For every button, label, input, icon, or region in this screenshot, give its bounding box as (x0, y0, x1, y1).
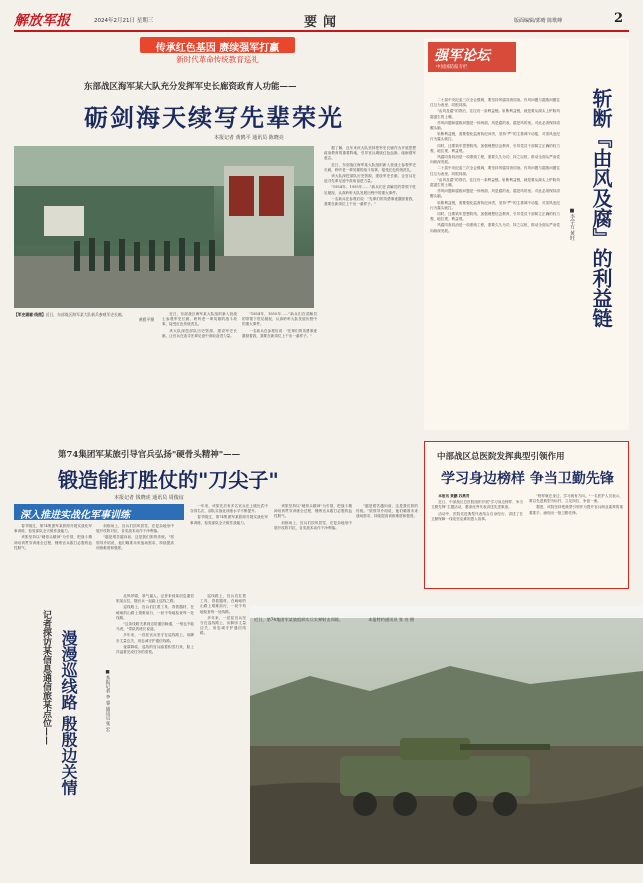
boxed-para: "榜样就在身边，学习就有方向。"一名医护人员表示，要以先进典型为标杆，立足岗位、争创一流。 (529, 494, 623, 504)
article-2-kicker: 第74集团军某旅引导官兵弘扬"硬骨头精神"—— (58, 450, 241, 460)
article-3-para: "这条线路关系到边防通信畅通，一刻也不能马虎。"带队的班长说道。 (116, 622, 194, 632)
article-3-byline: ■本报记者 李 睿 通讯员 张 宏 (105, 670, 110, 732)
article-2-para: "越是艰苦越向前，这是我们旅的传统。"旅领导介绍说，他们瞄准未来战场需求，持续提高训练难度和强度。 (356, 504, 418, 519)
article-1-para: "1954年、1955年……"新兵们在讲解员的带领下驻足凝视，认真聆听大队发展历程中的重大事件。 (324, 185, 416, 195)
sidebar-para: 同时，还要筑牢思想防线，加强理想信念教育，引导党员干部树立正确的权力观、地位观、利益观。 (430, 143, 560, 153)
boxed-para: 近日，中部战区总医院组织开展"学习身边榜样、争当卫勤先锋"主题活动，邀请优秀代表讲述先进事迹。 (431, 500, 523, 510)
sidebar-para: "由风及腐"的背后，往往有一条利益链。斩断利益链，就是要从源头上铲除风腐滋生的土壤。 (430, 177, 560, 188)
sidebar-title: 斩断『由风及腐』的利益链 (589, 88, 613, 328)
boxed-headline: 学习身边榜样 争当卫勤先锋 (441, 471, 614, 487)
banner-line2: 新时代革命传统教育巡礼 (176, 55, 259, 64)
article-2-body-e (356, 504, 418, 588)
sidebar-para: 风腐同查同治是一项系统工程，需要久久为功、持之以恒，推动全面从严治党向纵深发展。 (430, 155, 560, 165)
article-2-photo-caption: 近日，第74集团军某旅组织实兵实弹射击训练。 (254, 617, 344, 622)
photo-caption-bar (250, 606, 643, 622)
article-1-body-a (162, 312, 237, 432)
article-2-para: 一年来，该旅先后有多名官兵在上级比武中夺得名次，部队实战化训练水平不断提升。 (190, 504, 268, 514)
article-1-headline: 砺剑海天续写先辈荣光 (84, 103, 344, 132)
museum-photo-graphic (14, 146, 314, 308)
article-1-photo (14, 146, 314, 308)
article-3-para: 多年来，一茬茬官兵坚守在巡线路上，用脚步丈量边关，用忠诚守护通信线路。 (116, 633, 194, 643)
sidebar-para: 斩断利益链，需要强化监督执纪问责，坚持"严"的主基调不动摇，对顶风违纪行为露头就打。 (430, 132, 560, 142)
article-2-para: 该旅坚持以"硬骨头精神"为引领，把战斗精神培育贯穿训练全过程，锤炼官兵敢打必胜的血性胆气。 (274, 504, 352, 519)
boxed-article (424, 441, 629, 589)
boxed-para: 据悉，该院坚持把典型引领作为提升官兵职业素养的重要抓手，涌现出一批卫勤先锋。 (529, 505, 623, 515)
article-1-body-b (242, 312, 317, 432)
sidebar-column (424, 38, 629, 430)
article-2-para: 春节刚过，第74集团军某旅即开展实战化军事训练，检验部队全天候作战能力。 (14, 524, 92, 534)
article-2-body-b (96, 524, 174, 588)
article-1-kicker: 东部战区海军某大队充分发挥军史长廊资政育人功能—— (84, 82, 297, 92)
article-2-para: 训练场上，官兵们顶风冒雪，在复杂地形中展开攻防对抗，各类战术动作干净利落。 (274, 520, 352, 530)
article-2-photo-credit: 本报特约通讯员 张 亮 摄 (368, 617, 415, 622)
article-3-para: 巡线路上，官兵们扛着工具、背着器材，在崎岖的山路上艰难前行，一丝不苟地检查每一处线路。 (116, 605, 194, 620)
sidebar-body (430, 98, 560, 418)
article-3-para: 巡线路上，官兵们扛着工具、背着器材，在崎岖的山路上艰难前行，一丝不苟地检查每一处线路。 (200, 594, 246, 614)
article-3-body-b (200, 594, 246, 864)
boxed-byline: 本报讯 黄鹏 苏燕青 (438, 494, 470, 498)
caption-text: 近日，东部战区海军某大队新兵参观军史长廊。 (45, 312, 126, 317)
article-1 (14, 48, 419, 438)
boxed-body-b (529, 494, 623, 586)
article-3 (14, 592, 629, 877)
article-3-vertical-kicker: 记者探访某信息通信旅某点位—— (41, 610, 51, 745)
armored-vehicle-photo-graphic (250, 606, 643, 864)
article-2-byline: 本报记者 钱晓虎 通讯员 周俊谊 (114, 495, 184, 501)
article-1-para: 该大队深挖部队历史资源，建设军史长廊，让官兵在追寻先辈足迹中汲取奋进力量。 (324, 174, 416, 184)
article-1-para: 近日，东部战区海军某大队组织新入营战士参观军史长廊，聆听老一辈英雄的战斗故事，接受红色传统洗礼。 (324, 162, 416, 172)
article-2-body-c (190, 504, 268, 588)
article-1-body-c (324, 146, 416, 436)
article-1-caption (14, 312, 154, 372)
article-1-para: 据了解，近年来该大队坚持把军史长廊作为开展思想政治教育的重要阵地，引导官兵赓续红色血脉、砥砺强军意志。 (324, 146, 416, 161)
article-1-para: 一名新兵在参观后说："先辈们的英勇事迹激励着我，我要在新岗位上干出一番样子。" (242, 328, 317, 338)
boxed-body-a (431, 494, 523, 586)
article-1-para: 该大队深挖部队历史资源，建设军史长廊，让官兵在追寻先辈足迹中汲取奋进力量。 (162, 328, 237, 338)
sidebar-para: 二十届中央纪委三次全会强调，要坚持风腐同查同治。作风问题与腐败问题往往互为表里、同根同源。 (430, 166, 560, 176)
article-3-para: 北风呼啸，寒气逼人。记者来到某信息通信旅某点位，随官兵一起踏上巡线之路。 (116, 594, 194, 604)
article-2-photo (250, 606, 643, 864)
sidebar-column-name: 强军论坛 (434, 48, 490, 64)
masthead-rule (14, 30, 629, 32)
tag-banner-text: 深入推进实战化军事训练 (20, 510, 130, 521)
article-1-para: 一名新兵在参观后说："先辈们的英勇事迹激励着我，我要在新岗位上干出一番样子。" (324, 196, 416, 207)
boxed-kicker: 中部战区总医院发挥典型引领作用 (437, 452, 565, 462)
article-2-headline: 锻造能打胜仗的"刀尖子" (58, 468, 279, 492)
article-2-para: 训练场上，官兵们顶风冒雪，在复杂地形中展开攻防对抗，各类战术动作干净利落。 (96, 524, 174, 534)
sidebar-para: 作风问题和腐败问题是一体两面，风是腐的表，腐是风的里。对此必须保持清醒头脑。 (430, 120, 560, 131)
photo-credit: 黄鸥平摄 (138, 317, 154, 323)
banner-line1: 传承红色基因 赓续强军打赢 (155, 43, 280, 54)
article-2-body-d (274, 504, 352, 588)
sidebar-para: 斩断利益链，需要强化监督执纪问责，坚持"严"的主基调不动摇，对顶风违纪行为露头就打。 (430, 200, 560, 210)
article-2-body-a (14, 524, 92, 588)
section-title: 要闻 (304, 15, 343, 30)
sidebar-para: 作风问题和腐败问题是一体两面，风是腐的表，腐是风的里。对此必须保持清醒头脑。 (430, 189, 560, 199)
article-1-byline: 本报记者 黄鸥平 通讯员 陈晓亮 (214, 135, 284, 141)
sidebar-para: 二十届中央纪委三次全会强调，要坚持风腐同查同治。作风问题与腐败问题往往互为表里、同根同源。 (430, 98, 560, 108)
sidebar-para: 同时，还要筑牢思想防线，加强理想信念教育，引导党员干部树立正确的权力观、地位观、利益观。 (430, 212, 560, 222)
masthead-editors: 版面编辑/郭晴 陈歌峰 (514, 18, 563, 24)
sidebar-para: "由风及腐"的背后，往往有一条利益链。斩断利益链，就是要从源头上铲除风腐滋生的土壤。 (430, 109, 560, 119)
article-3-body-a (116, 594, 194, 864)
article-1-para: 近日，东部战区海军某大队组织新入营战士参观军史长廊，聆听老一辈英雄的战斗故事，接受红色传统洗礼。 (162, 312, 237, 327)
boxed-para: 活动中，医院先进典型代表结合自身经历，讲述了在卫勤保障一线攻坚克难的感人故事。 (431, 511, 523, 521)
masthead (14, 8, 629, 34)
sidebar-para: 风腐同查同治是一项系统工程，需要久久为功、持之以恒，推动全面从严治党向纵深发展。 (430, 223, 560, 233)
masthead-date: 2024年2月21日 星期三 (94, 18, 154, 24)
article-2 (14, 448, 419, 588)
article-2-tag-banner (14, 504, 184, 520)
masthead-logo: 解放军报 (14, 13, 70, 29)
article-2-para: "越是艰苦越向前，这是我们旅的传统。"旅领导介绍说，他们瞄准未来战场需求，持续提高训练难度和强度。 (96, 535, 174, 550)
article-3-para: 多年来，一茬茬官兵坚守在巡线路上，用脚步丈量边关，用忠诚守护通信线路。 (200, 615, 246, 636)
article-2-para: 春节刚过，第74集团军某旅即开展实战化军事训练，检验部队全天候作战能力。 (190, 515, 268, 525)
article-3-para: 夜幕降临，巡线的官兵踏着积雪归来，脸上洋溢着完成任务的喜悦。 (116, 644, 194, 655)
sidebar-column-sub: 中国国防报专栏 (436, 65, 468, 70)
article-3-headline: 漫漫巡线路 殷殷边关情 (59, 630, 78, 796)
article-1-para: "1954年、1955年……"新兵们在讲解员的带领下驻足凝视，认真聆听大队发展历程中的重大事件。 (242, 312, 317, 327)
article-2-para: 该旅坚持以"硬骨头精神"为引领，把战斗精神培育贯穿训练全过程，锤炼官兵敢打必胜的血性胆气。 (14, 535, 92, 550)
sidebar-author: ■李学方 黄旺 (569, 208, 575, 241)
page-number: 2 (614, 11, 624, 26)
caption-title: 【军史画廊·线图】 (14, 312, 46, 317)
